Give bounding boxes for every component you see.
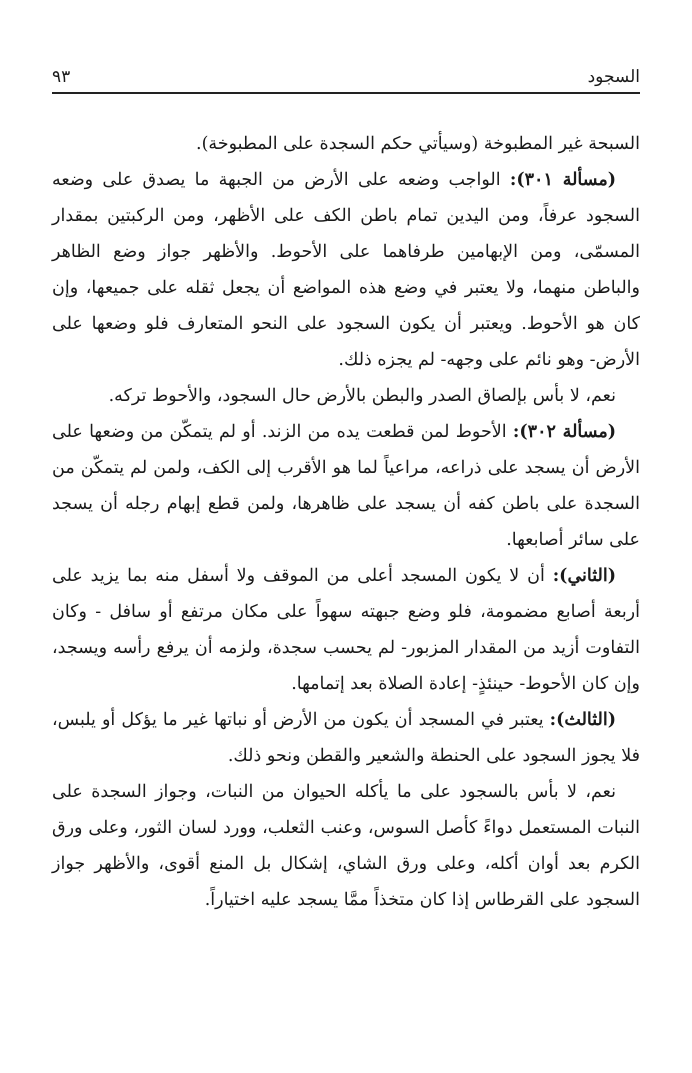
body-text xyxy=(52,126,640,918)
issue-heading: (مسألة ٣٠١): xyxy=(509,170,617,190)
running-header xyxy=(52,64,640,94)
paragraph: (الثالث): يعتبر في المسجد أن يكون من الأرض أو نباتها غير ما يؤكل أو يلبس، فلا يجوز السجود على الحنطة والشعير والقطن ونحو ذلك. xyxy=(52,710,640,766)
section-heading: (الثالث): xyxy=(549,710,616,730)
section-heading: (الثاني): xyxy=(552,566,616,586)
paragraph: (الثاني): أن لا يكون المسجد أعلى من الموقف ولا أسفل منه بما يزيد على أربعة أصابع مضمومة، فلو وضع جبهته سهواً على مكان مرتفع أو سافل - وكان التفاوت أزيد من المقدار المزبور- لم يحسب سجدة، ولزمه أن يرفع رأسه ويسجد، وإن كان الأحوط- حينئذٍ- إعادة الصلاة بعد إتمامها. xyxy=(52,566,640,694)
paragraph: نعم، لا بأس بإلصاق الصدر والبطن بالأرض حال السجود، والأحوط تركه. xyxy=(108,386,616,406)
issue-heading: (مسألة ٣٠٢): xyxy=(512,422,616,442)
chapter-title: السجود xyxy=(587,67,640,87)
page-number: ٩٣ xyxy=(52,67,71,87)
paragraph: نعم، لا بأس بالسجود على ما يأكله الحيوان من النبات، وجواز السجدة على النبات المستعمل دواءً كأصل السوس، وعنب الثعلب، وورد لسان الثور، وعلى ورق الكرم بعد أوان أكله، وعلى ورق الشاي، إشكال بل المنع أقوى، والأظهر جواز السجود على القرطاس إذا كان متخذاً ممَّا يسجد عليه اختياراً. xyxy=(52,782,640,910)
paragraph: السبحة غير المطبوخة (وسيأتي حكم السجدة على المطبوخة). xyxy=(196,134,640,154)
paragraph: (مسألة ٣٠٢): الأحوط لمن قطعت يده من الزند. أو لم يتمكّن من وضعها على الأرض أن يسجد على ذراعه، مراعياً لما هو الأقرب إلى الكف، ولمن لم يتمكّن من السجدة على باطن كفه أن يسجد على ظاهرها، ولمن قطع إبهام رجله أن يسجد على سائر أصابعها. xyxy=(52,422,640,550)
paragraph: (مسألة ٣٠١): الواجب وضعه على الأرض من الجبهة ما يصدق على وضعه السجود عرفاً، ومن اليدين تمام باطن الكف على الأظهر، ومن الركبتين بمقدار المسمّى، ومن الإبهامين طرفاهما على الأحوط. والأظهر جواز وضع الظاهر والباطن منهما، ولا يعتبر في وضع هذه المواضع أن يجعل ثقله على جميعها، وإن كان هو الأحوط. ويعتبر أن يكون السجود على النحو المتعارف فلو وضعها على الأرض- وهو نائم على وجهه- لم يجزه ذلك. xyxy=(52,170,640,370)
